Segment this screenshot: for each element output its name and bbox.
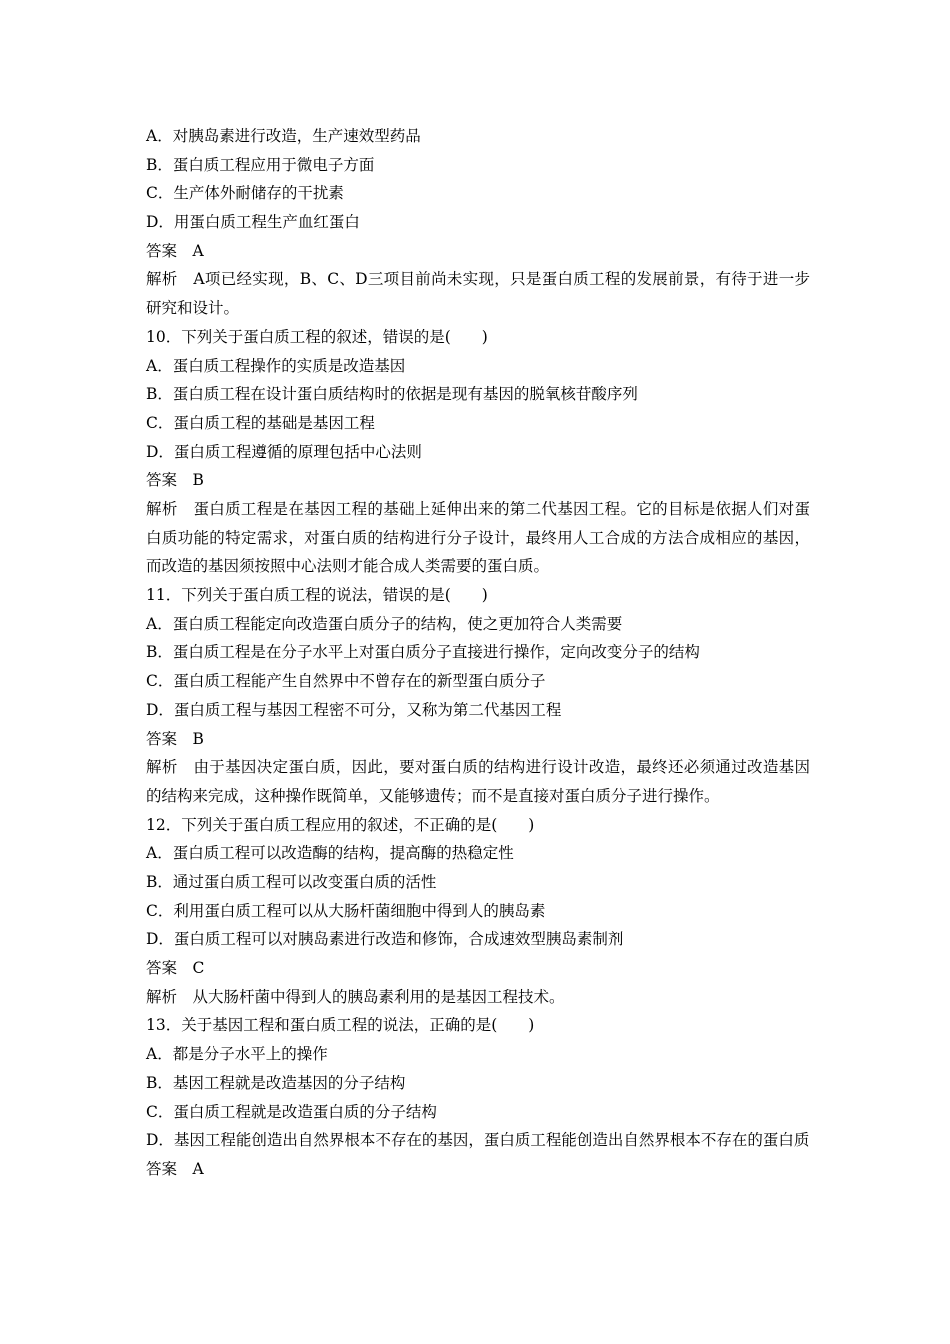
option-b: B．蛋白质工程在设计蛋白质结构时的依据是现有基因的脱氧核苷酸序列 [146, 385, 638, 404]
question-10 [146, 323, 810, 581]
answer: 答案 C [146, 959, 205, 978]
answer: 答案 B [146, 471, 204, 490]
question-stem: 11．下列关于蛋白质工程的说法，错误的是( ) [146, 586, 488, 605]
option-d: D．蛋白质工程可以对胰岛素进行改造和修饰，合成速效型胰岛素制剂 [146, 930, 624, 949]
question-9 [146, 122, 810, 323]
option-d: D．蛋白质工程与基因工程密不可分，又称为第二代基因工程 [146, 700, 562, 719]
analysis: 解析 由于基因决定蛋白质，因此，要对蛋白质的结构进行设计改造，最终还必须通过改造基因的结构来完成，这种操作既简单，又能够遗传；而不是直接对蛋白质分子进行操作。 [146, 758, 810, 805]
question-stem: 10．下列关于蛋白质工程的叙述，错误的是( ) [146, 327, 488, 346]
option-a: A．蛋白质工程可以改造酶的结构，提高酶的热稳定性 [146, 844, 514, 863]
analysis: 解析 从大肠杆菌中得到人的胰岛素利用的是基因工程技术。 [146, 987, 565, 1006]
option-c: C．利用蛋白质工程可以从大肠杆菌细胞中得到人的胰岛素 [146, 901, 546, 920]
option-b: B．蛋白质工程应用于微电子方面 [146, 155, 375, 174]
option-c: C．蛋白质工程就是改造蛋白质的分子结构 [146, 1102, 437, 1121]
question-stem: 13．关于基因工程和蛋白质工程的说法，正确的是( ) [146, 1016, 535, 1035]
option-a: A．都是分子水平上的操作 [146, 1045, 328, 1064]
option-b: B．通过蛋白质工程可以改变蛋白质的活性 [146, 872, 437, 891]
option-c: C．蛋白质工程的基础是基因工程 [146, 413, 375, 432]
answer: 答案 A [146, 241, 204, 260]
answer: 答案 A [146, 1159, 204, 1178]
question-12 [146, 811, 810, 1012]
option-b: B．蛋白质工程是在分子水平上对蛋白质分子直接进行操作，定向改变分子的结构 [146, 643, 700, 662]
option-d: D．基因工程能创造出自然界根本不存在的基因，蛋白质工程能创造出自然界根本不存在的蛋白质 [146, 1131, 810, 1150]
analysis: 解析 A项已经实现，B、C、D三项目前尚未实现，只是蛋白质工程的发展前景，有待于进一步研究和设计。 [146, 270, 810, 318]
option-d: D．蛋白质工程遵循的原理包括中心法则 [146, 442, 422, 461]
document-page [146, 122, 810, 1184]
analysis: 解析 蛋白质工程是在基因工程的基础上延伸出来的第二代基因工程。它的目标是依据人们对蛋白质功能的特定需求，对蛋白质的结构进行分子设计，最终用人工合成的方法合成相应的基因，而改造的基因须按照中心法则才能合成人类需要的蛋白质。 [146, 499, 810, 576]
option-c: C．蛋白质工程能产生自然界中不曾存在的新型蛋白质分子 [146, 672, 546, 691]
option-a: A．对胰岛素进行改造，生产速效型药品 [146, 127, 421, 145]
question-stem: 12．下列关于蛋白质工程应用的叙述，不正确的是( ) [146, 815, 535, 834]
question-11 [146, 581, 810, 811]
option-a: A．蛋白质工程操作的实质是改造基因 [146, 356, 406, 375]
option-a: A．蛋白质工程能定向改造蛋白质分子的结构，使之更加符合人类需要 [146, 614, 623, 633]
answer: 答案 B [146, 729, 204, 748]
option-d: D．用蛋白质工程生产血红蛋白 [146, 213, 360, 232]
question-13 [146, 1011, 810, 1183]
option-c: C．生产体外耐储存的干扰素 [146, 184, 344, 203]
option-b: B．基因工程就是改造基因的分子结构 [146, 1073, 406, 1092]
